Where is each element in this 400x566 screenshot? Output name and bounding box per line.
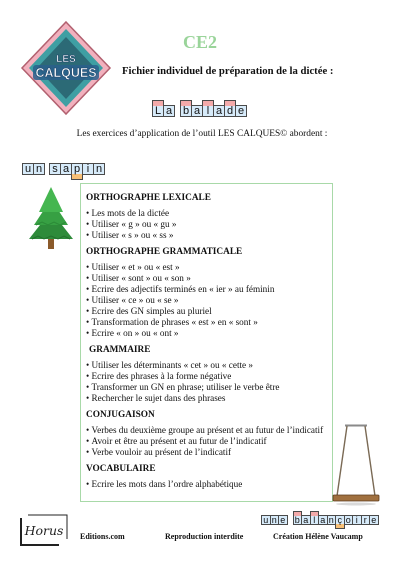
section-vocabulaire [86,463,332,490]
list-item: • Utiliser « sont » ou « son » [86,273,332,284]
list-item: • Rechercher le sujet dans des phrases [86,393,332,404]
tree-image [28,185,74,249]
list-item: • Ecrire les mots dans l’ordre alphabétique [86,479,332,490]
section-heading: ORTHOGRAPHE LEXICALE [86,193,211,203]
letter-box: l [310,515,320,525]
section-conjugaison [86,409,332,458]
list-item: • Transformation de phrases « est » en « sont » [86,317,332,328]
logo-text-les: LES [56,54,76,65]
letter-box: e [278,515,288,525]
section-heading: CONJUGAISON [86,410,155,420]
section-orthographe-grammaticale [86,246,332,339]
list-item: • Verbes du deuxième groupe au présent et au futur de l’indicatif [86,425,332,436]
letter-box: l [202,105,214,117]
letter-box: b [293,515,303,525]
horus-logo-text: Horus [24,523,64,538]
letter-box: a [301,515,311,525]
section-heading: ORTHOGRAPHE GRAMMATICALE [86,247,243,257]
section-heading: GRAMMAIRE [89,345,151,355]
letter-box: a [318,515,328,525]
section-orthographe-lexicale [86,192,332,241]
letter-box: n [327,515,337,525]
letter-box: b [180,105,192,117]
list-item: • Utiliser « g » ou « gu » [86,219,332,230]
copyright-notice: Reproduction interdite [165,532,244,541]
letter-box: r [361,515,371,525]
letter-box: u [22,163,34,175]
word-sapin [22,158,104,175]
letter-box: a [163,105,175,117]
list-item: • Utiliser les déterminants « cet » ou « cette » [86,360,332,371]
letter-box: ç [335,515,345,525]
list-item: • Utiliser « et » ou « est » [86,262,332,273]
letter-box: d [224,105,236,117]
letter-box: e [369,515,379,525]
section-grammaire [86,344,332,404]
word-balancoire [261,511,378,525]
letter-box: i [352,515,362,525]
dictation-title [152,100,246,117]
letter-box: o [344,515,354,525]
logo-text-calques: CALQUES [35,66,97,80]
list-item: • Utiliser « s » ou « ss » [86,230,332,241]
list-item: • Transformer un GN en phrase; utiliser le verbe être [86,382,332,393]
swing-image [332,424,380,506]
section-heading: VOCABULAIRE [86,464,156,474]
author-credit: Création Hélène Vaucamp [273,532,363,541]
list-item: • Ecrire « on » ou « ont » [86,328,332,339]
letter-box: a [191,105,203,117]
letter-box: e [235,105,247,117]
list-item: • Ecrire des adjectifs terminés en « ier » au féminin [86,284,332,295]
letter-box: n [93,163,105,175]
letter-box: n [33,163,45,175]
page-subtitle: Fichier individuel de préparation de la dictée : [122,65,334,77]
grade-level: CE2 [182,32,217,52]
list-item: • Avoir et être au présent et au futur de l’indicatif [86,436,332,447]
letter-box: p [71,163,83,175]
letter-box: u [261,515,271,525]
intro-text: Les exercices d’application de l’outil LES CALQUES© abordent : [76,129,328,139]
letter-box: L [152,105,164,117]
list-item: • Les mots de la dictée [86,208,332,219]
list-item: • Verbe vouloir au présent de l’indicatif [86,447,332,458]
letter-box: s [49,163,61,175]
letter-box: i [82,163,94,175]
list-item: • Ecrire des phrases à la forme négative [86,371,332,382]
letter-box: a [213,105,225,117]
letter-box: a [60,163,72,175]
skills-box [80,183,333,502]
list-item: • Ecrire des GN simples au pluriel [86,306,332,317]
letter-box: n [270,515,280,525]
horus-logo [19,513,69,547]
publisher-name: Editions.com [80,532,125,541]
list-item: • Utiliser « ce » ou « se » [86,295,332,306]
